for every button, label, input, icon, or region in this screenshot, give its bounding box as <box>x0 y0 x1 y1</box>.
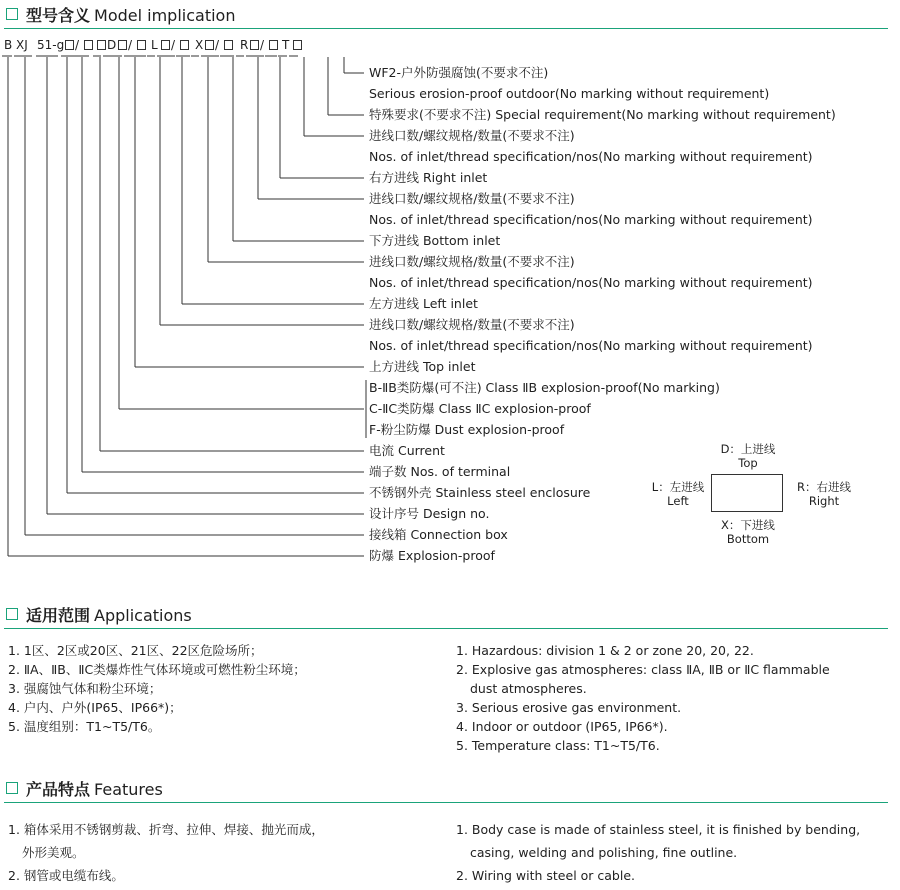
list-item: 外形美观。 <box>22 845 85 860</box>
applications-cn-list <box>8 641 306 736</box>
model-description-line: B-ⅡB类防爆(可不注) Class ⅡB explosion-proof(No marking) <box>369 380 720 395</box>
applications-section-header <box>4 604 888 630</box>
model-description-line: 特殊要求(不要求不注) Special requirement(No marking without requirement) <box>369 107 836 122</box>
list-item: 2. Explosive gas atmospheres: class ⅡA, ⅡB or ⅡC flammable <box>456 662 830 677</box>
section-divider <box>4 628 888 629</box>
model-description-line: Serious erosion-proof outdoor(No marking without requirement) <box>369 86 770 101</box>
code-token: / <box>215 38 220 52</box>
model-description-line: 进线口数/螺纹规格/数量(不要求不注) <box>369 254 575 269</box>
model-description-line: 防爆 Explosion-proof <box>369 548 495 563</box>
model-description-line: 进线口数/螺纹规格/数量(不要求不注) <box>369 317 575 332</box>
code-token: XJ <box>16 38 28 52</box>
model-description-line: Nos. of inlet/thread specification/nos(No marking without requirement) <box>369 338 813 353</box>
code-token: R <box>240 38 249 52</box>
model-description-line: 下方进线 Bottom inlet <box>369 233 501 248</box>
model-section-title: 型号含义 Model implication <box>26 6 236 25</box>
checkbox-square-icon <box>6 782 18 794</box>
diagram-right-label: R：右进线 Right <box>797 480 851 508</box>
diagram-left-label: L：左进线 Left <box>651 480 705 508</box>
model-description-line: Nos. of inlet/thread specification/nos(No marking without requirement) <box>369 149 813 164</box>
model-description-line: 不锈钢外壳 Stainless steel enclosure <box>369 485 591 500</box>
model-description-line: C-ⅡC类防爆 Class ⅡC explosion-proof <box>369 401 591 416</box>
diagram-bottom-label: X：下进线 Bottom <box>721 518 775 546</box>
features-section-header <box>4 778 888 804</box>
list-item: 5. 温度组别：T1~T5/T6。 <box>8 719 161 734</box>
model-description-line: 上方进线 Top inlet <box>369 359 476 374</box>
model-description-line: 电流 Current <box>369 443 445 458</box>
features-cn-list <box>8 818 324 887</box>
model-description-line: 接线箱 Connection box <box>369 527 508 542</box>
model-description-line: WF2-户外防强腐蚀(不要求不注) <box>369 65 549 80</box>
code-token: / <box>128 38 133 52</box>
model-description-line: Nos. of inlet/thread specification/nos(No marking without requirement) <box>369 275 813 290</box>
list-item: 3. Serious erosive gas environment. <box>456 700 682 715</box>
model-description-line: Nos. of inlet/thread specification/nos(No marking without requirement) <box>369 212 813 227</box>
list-item: 4. Indoor or outdoor (IP65, IP66*). <box>456 719 668 734</box>
applications-en-list <box>456 641 830 755</box>
model-description-line: 设计序号 Design no. <box>369 506 490 521</box>
section-divider <box>4 802 888 803</box>
list-item: 3. 强腐蚀气体和粉尘环境； <box>8 681 162 696</box>
checkbox-square-icon <box>6 608 18 620</box>
list-item: 2. 钢管或电缆布线。 <box>8 868 124 883</box>
code-token: / <box>260 38 265 52</box>
list-item: 1. Hazardous: division 1 & 2 or zone 20, 20, 22. <box>456 643 754 658</box>
list-item: 1. 箱体采用不锈钢剪裁、折弯、拉伸、焊接、抛光而成， <box>8 822 324 837</box>
model-description-line: 端子数 Nos. of terminal <box>369 464 511 479</box>
features-en-list <box>456 818 860 887</box>
model-description-line: 进线口数/螺纹规格/数量(不要求不注) <box>369 128 575 143</box>
model-description-line: 右方进线 Right inlet <box>369 170 488 185</box>
list-item: casing, welding and polishing, fine outline. <box>470 845 738 860</box>
code-token: / <box>75 38 80 52</box>
model-description-line: 进线口数/螺纹规格/数量(不要求不注) <box>369 191 575 206</box>
code-token: / <box>171 38 176 52</box>
features-title: 产品特点 Features <box>26 780 163 799</box>
code-token: 51-g <box>37 38 65 52</box>
list-item: 2. ⅡA、ⅡB、ⅡC类爆炸性气体环境或可燃性粉尘环境； <box>8 662 306 677</box>
list-item: dust atmospheres. <box>470 681 587 696</box>
code-token: T <box>282 38 290 52</box>
applications-title: 适用范围 Applications <box>26 606 192 625</box>
model-description-line: F-粉尘防爆 Dust explosion-proof <box>369 422 565 437</box>
enclosure-box <box>711 474 783 512</box>
code-token: D <box>107 38 117 52</box>
code-token: B <box>4 38 13 52</box>
list-item: 2. Wiring with steel or cable. <box>456 868 635 883</box>
list-item: 1. 1区、2区或20区、21区、22区危险场所； <box>8 643 263 658</box>
list-item: 4. 户内、户外(IP65、IP66*)； <box>8 700 182 715</box>
list-item: 1. Body case is made of stainless steel, it is finished by bending, <box>456 822 861 837</box>
code-token: X <box>195 38 204 52</box>
model-description-line: 左方进线 Left inlet <box>369 296 478 311</box>
diagram-top-label: D：上进线 Top <box>720 442 776 470</box>
list-item: 5. Temperature class: T1~T5/T6. <box>456 738 660 753</box>
code-token: L <box>151 38 158 52</box>
